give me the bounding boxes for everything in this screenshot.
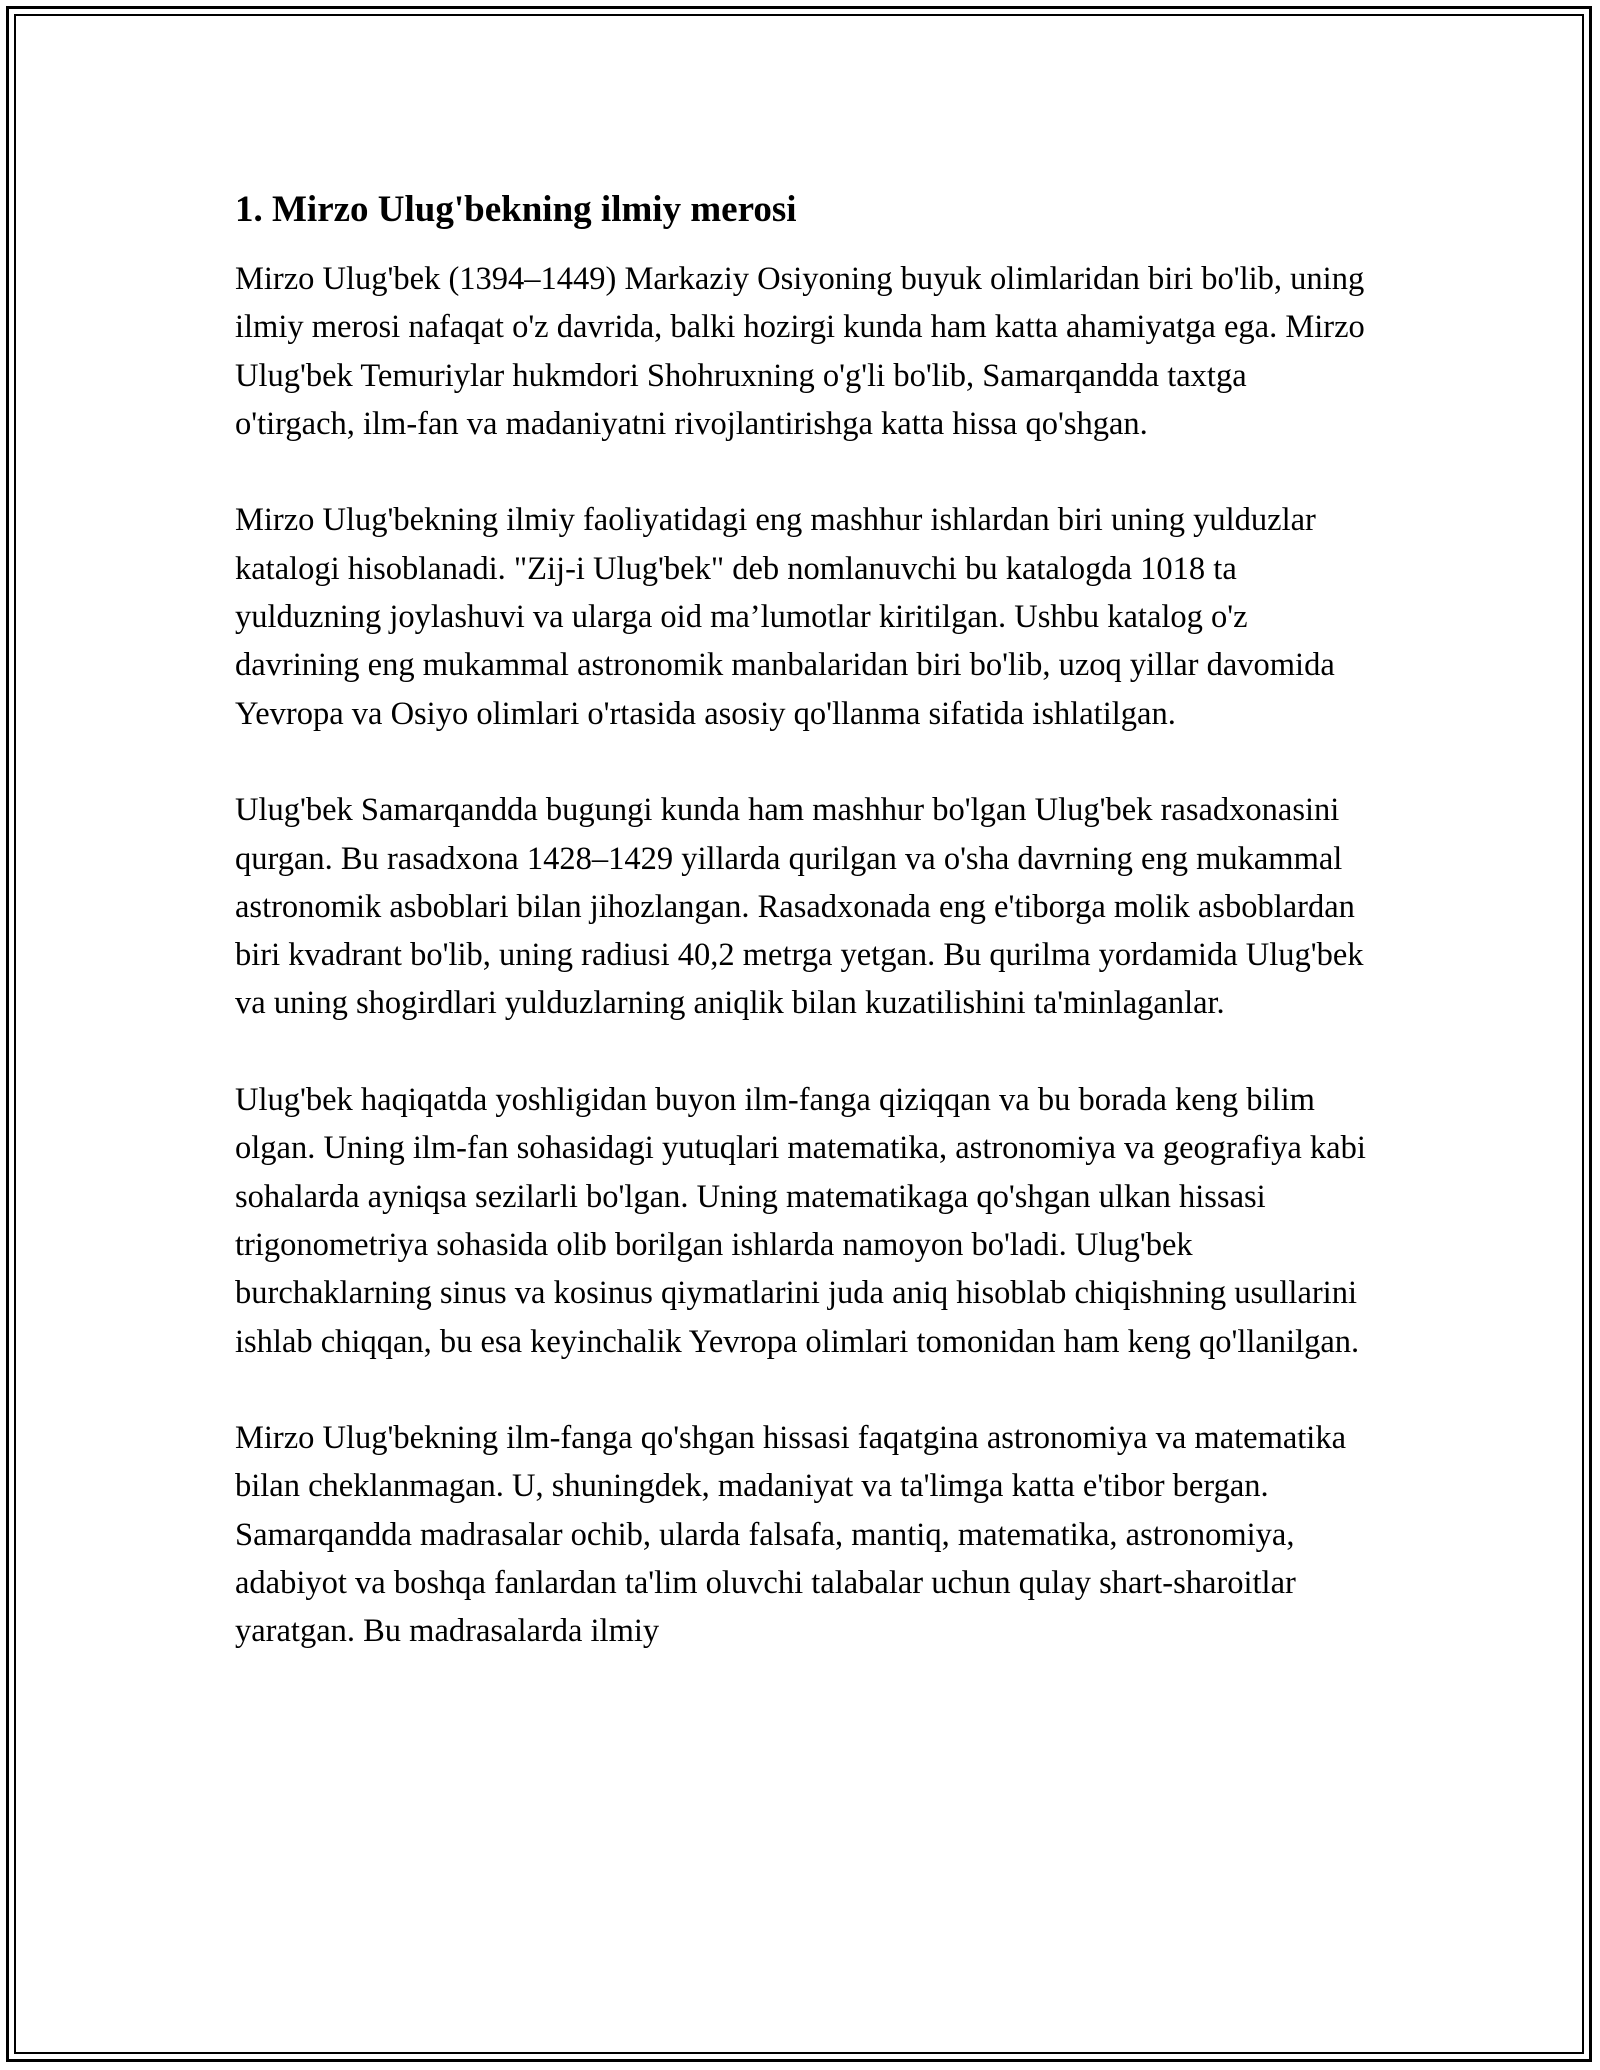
paragraph-1: Mirzo Ulug'bek (1394–1449) Markaziy Osiyoning buyuk olimlaridan biri bo'lib, uning ilmiy merosi nafaqat o'z davrida, balki hozirgi kunda ham katta ahamiyatga ega. Mirzo Ulug'bek Temuriylar hukmdori Shohruxning o'g'li bo'lib, Samarqandda taxtga o'tirgach, ilm-fan va madaniyatni rivojlantirishga katta hissa qo'shgan. (235, 261, 1365, 442)
paragraph-3: Ulug'bek Samarqandda bugungi kunda ham mashhur bo'lgan Ulug'bek rasadxonasini qurgan. Bu rasadxona 1428–1429 yillarda qurilgan va o'sha davrning eng mukammal astronomik asboblari bilan jihozlangan. Rasadxonada eng e'tiborga molik asboblardan biri kvadrant bo'lib, uning radiusi 40,2 metrga yetgan. Bu qurilma yordamida Ulug'bek va uning shogirdlari yulduzlarning aniqlik bilan kuzatilishini ta'minlaganlar. (235, 792, 1364, 1022)
paragraph-2: Mirzo Ulug'bekning ilmiy faoliyatidagi eng mashhur ishlardan biri uning yulduzlar katalogi hisoblanadi. "Zij-i Ulug'bek" deb nomlanuvchi bu katalogda 1018 ta yulduzning joylashuvi va ularga oid ma’lumotlar kiritilgan. Ushbu katalog o'z davrining eng mukammal astronomik manbalaridan biri bo'lib, uzoq yillar davomida Yevropa va Osiyo olimlari o'rtasida asosiy qo'llanma sifatida ishlatilgan. (235, 502, 1335, 732)
paragraph-4: Ulug'bek haqiqatda yoshligidan buyon ilm-fanga qiziqqan va bu borada keng bilim olgan. Uning ilm-fan sohasidagi yutuqlari matematika, astronomiya va geografiya kabi sohalarda ayniqsa sezilarli bo'lgan. Uning matematikaga qo'shgan ulkan hissasi trigonometriya sohasida olib borilgan ishlarda namoyon bo'ladi. Ulug'bek burchaklarning sinus va kosinus qiymatlarini juda aniq hisoblab chiqishning usullarini ishlab chiqqan, bu esa keyinchalik Yevropa olimlari tomonidan ham keng qo'llanilgan. (235, 1082, 1366, 1360)
page-title: 1. Mirzo Ulug'bekning ilmiy merosi (235, 189, 797, 230)
document-body (235, 185, 1370, 1704)
paragraph-5: Mirzo Ulug'bekning ilm-fanga qo'shgan hissasi faqatgina astronomiya va matematika bilan cheklanmagan. U, shuningdek, madaniyat va ta'limga katta e'tibor bergan. Samarqandda madrasalar ochib, ularda falsafa, mantiq, matematika, astronomiya, adabiyot va boshqa fanlardan ta'lim oluvchi talabalar uchun qulay shart-sharoitlar yaratgan. Bu madrasalarda ilmiy (235, 1420, 1347, 1650)
